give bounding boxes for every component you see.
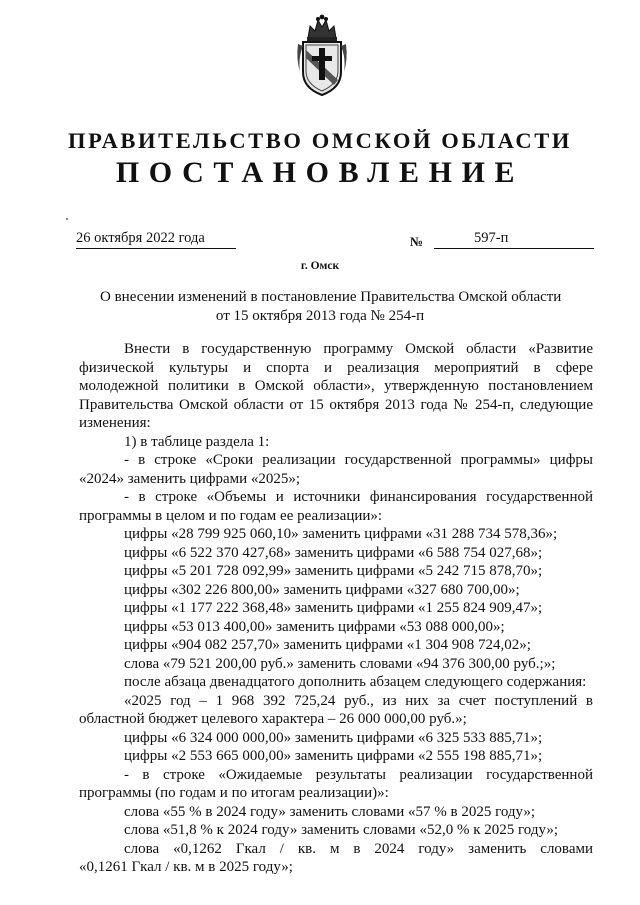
body-line: областной бюджет целевого характера – 26 000 000,00 руб.»; [79, 711, 467, 727]
body-line: цифры «904 082 257,70» заменить цифрами «1 304 908 724,02»; [124, 637, 531, 653]
body-line: «2024» заменить цифрами «2025»; [79, 470, 301, 487]
body-line: цифры «302 226 800,00» заменить цифрами «327 680 700,00»; [124, 581, 520, 598]
body-line: программы (по годам и по итогам реализации)»: [79, 785, 389, 801]
body-line: Правительства Омской области от 15 октября 2013 года № 254-п, следующие [79, 396, 593, 413]
title-line: О внесении изменений в постановление Правительства Омской области [100, 289, 562, 305]
body-line: - в строке «Ожидаемые результаты реализации государственной [124, 766, 593, 783]
body-line: цифры «6 522 370 427,68» заменить цифрами «6 588 754 027,68»; [124, 544, 543, 561]
document-city: г. Омск [300, 260, 340, 272]
body-line: молодежной политики в Омской области», утвержденную постановлением [79, 378, 593, 394]
body-line: - в строке «Объемы и источники финансирования государственной [124, 489, 593, 505]
body-line: цифры «1 177 222 368,48» заменить цифрами «1 255 824 909,47»; [124, 600, 543, 616]
body-line: 1) в таблице раздела 1: [124, 433, 270, 450]
body-line: изменения: [79, 415, 151, 431]
document-body [79, 340, 593, 877]
scan-mark [66, 218, 68, 220]
body-line: цифры «28 799 925 060,10» заменить цифрами «31 288 734 578,36»; [124, 526, 558, 542]
body-line: физической культуры и спорта и реализация мероприятий в сфере [79, 359, 593, 376]
body-line: «0,1261 Гкал / кв. м в 2025 году»; [79, 859, 293, 875]
body-line: - в строке «Сроки реализации государственной программы» цифры [124, 452, 593, 468]
body-line: цифры «6 324 000 000,00» заменить цифрами «6 325 533 885,71»; [124, 729, 543, 746]
body-line: после абзаца двенадцатого дополнить абзацем следующего содержания: [124, 674, 587, 690]
body-line: слова «51,8 % к 2024 году» заменить словами «52,0 % к 2025 году»; [124, 822, 559, 838]
body-line: программы в целом и по годам ее реализации»: [79, 507, 383, 524]
body-line: слова «55 % в 2024 году» заменить словами «57 % в 2025 году»; [124, 803, 536, 820]
body-line: цифры «5 201 728 092,99» заменить цифрами «5 242 715 878,70»; [124, 563, 543, 579]
body-line: слова «0,1262 Гкал / кв. м в 2024 году» заменить словами [124, 840, 593, 857]
title-line: от 15 октября 2013 года № 254-п [215, 308, 425, 324]
document-type: ПОСТАНОВЛЕНИЕ [115, 156, 525, 189]
government-name: ПРАВИТЕЛЬСТВО ОМСКОЙ ОБЛАСТИ [68, 128, 572, 153]
document-number: 597-п [434, 230, 594, 249]
number-sign: № [410, 234, 424, 249]
body-line: «2025 год – 1 968 392 725,24 руб., из них за счет поступлений в [124, 692, 593, 709]
body-line: цифры «53 013 400,00» заменить цифрами «53 088 000,00»; [124, 618, 505, 635]
document-title [100, 288, 562, 326]
document-date: 26 октября 2022 года [76, 230, 236, 249]
body-line: цифры «2 553 665 000,00» заменить цифрами «2 555 198 885,71»; [124, 748, 543, 764]
body-line: Внести в государственную программу Омской области «Развитие [124, 341, 593, 357]
omsk-coat-of-arms-icon [294, 14, 350, 98]
body-line: слова «79 521 200,00 руб.» заменить словами «94 376 300,00 руб.;»; [124, 655, 556, 672]
